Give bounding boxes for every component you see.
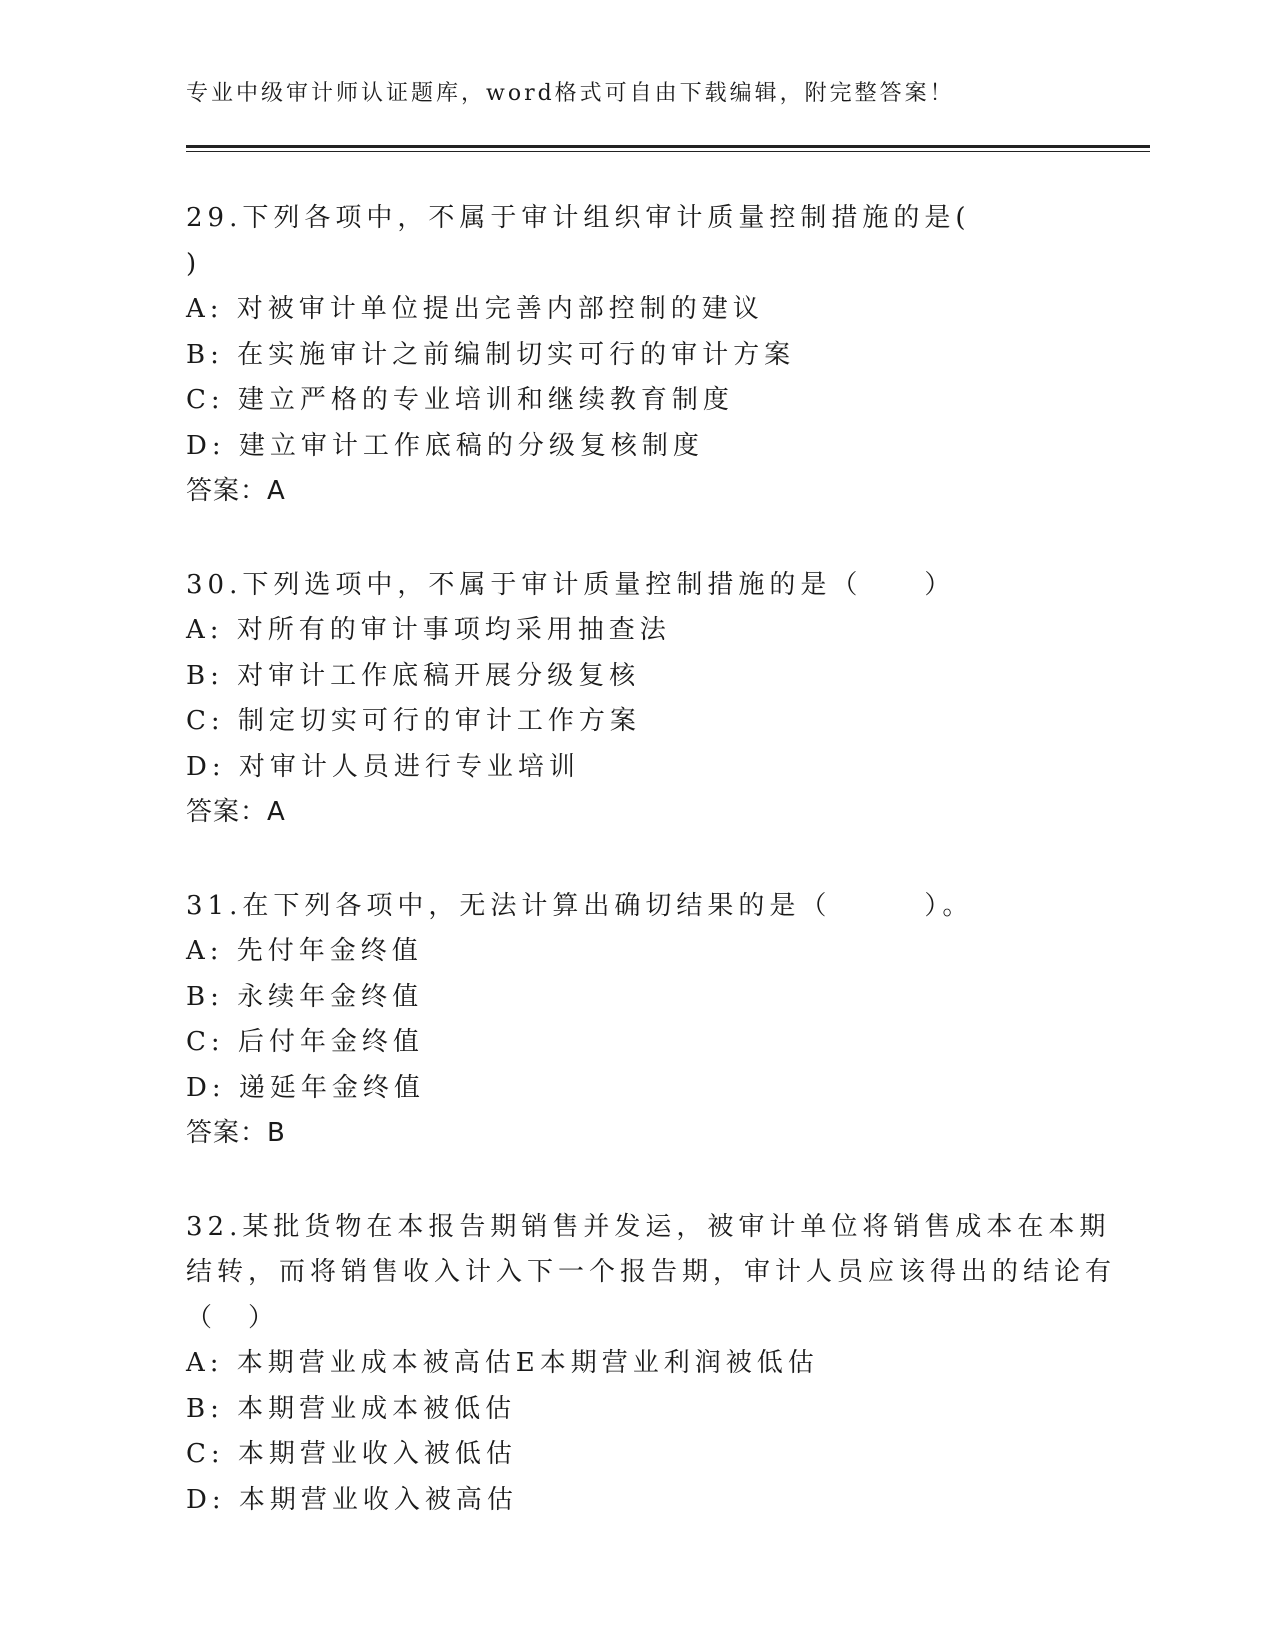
header-divider-thin	[186, 151, 1150, 152]
option-b: B: 在实施审计之前编制切实可行的审计方案	[186, 339, 796, 370]
header-divider	[186, 145, 1150, 148]
question-stem: 30.下列选项中，不属于审计质量控制措施的是（ ）	[186, 569, 956, 600]
question-stem: 32.某批货物在本报告期销售并发运，被审计单位将销售成本在本期结转，而将销售收入计入下一个报告期，审计人员应该得出的结论有（ ）	[186, 1211, 1117, 1333]
option-b: B: 永续年金终值	[186, 981, 424, 1012]
question-31	[186, 884, 1116, 1157]
option-b: B: 本期营业成本被低估	[186, 1393, 517, 1424]
option-c: C: 制定切实可行的审计工作方案	[186, 706, 641, 736]
question-30	[186, 563, 1116, 836]
answer: 答案：B	[186, 1118, 286, 1148]
option-a: A: 对被审计单位提出完善内部控制的建议	[186, 294, 764, 324]
question-29	[186, 196, 1126, 515]
question-stem: 29.下列各项中，不属于审计组织审计质量控制措施的是( )	[186, 203, 1126, 279]
option-c: C: 建立严格的专业培训和继续教育制度	[186, 385, 734, 415]
option-a: A: 先付年金终值	[186, 936, 423, 966]
option-c: C: 本期营业收入被低估	[186, 1439, 517, 1469]
page-header: 专业中级审计师认证题库，word格式可自由下载编辑，附完整答案！	[186, 81, 955, 106]
option-a: A: 本期营业成本被高估E本期营业利润被低估	[186, 1348, 819, 1378]
answer: 答案：A	[186, 797, 286, 827]
option-d: D: 对审计人员进行专业培训	[186, 751, 580, 782]
option-d: D: 建立审计工作底稿的分级复核制度	[186, 430, 704, 461]
option-d: D: 本期营业收入被高估	[186, 1484, 518, 1515]
option-c: C: 后付年金终值	[186, 1027, 424, 1057]
option-b: B: 对审计工作底稿开展分级复核	[186, 660, 641, 691]
question-32	[186, 1205, 1116, 1524]
option-d: D: 递延年金终值	[186, 1072, 425, 1103]
option-a: A: 对所有的审计事项均采用抽查法	[186, 615, 671, 645]
answer: 答案：A	[186, 476, 286, 506]
question-list	[186, 196, 1126, 1571]
question-stem: 31.在下列各项中，无法计算出确切结果的是（ ）。	[186, 890, 974, 921]
